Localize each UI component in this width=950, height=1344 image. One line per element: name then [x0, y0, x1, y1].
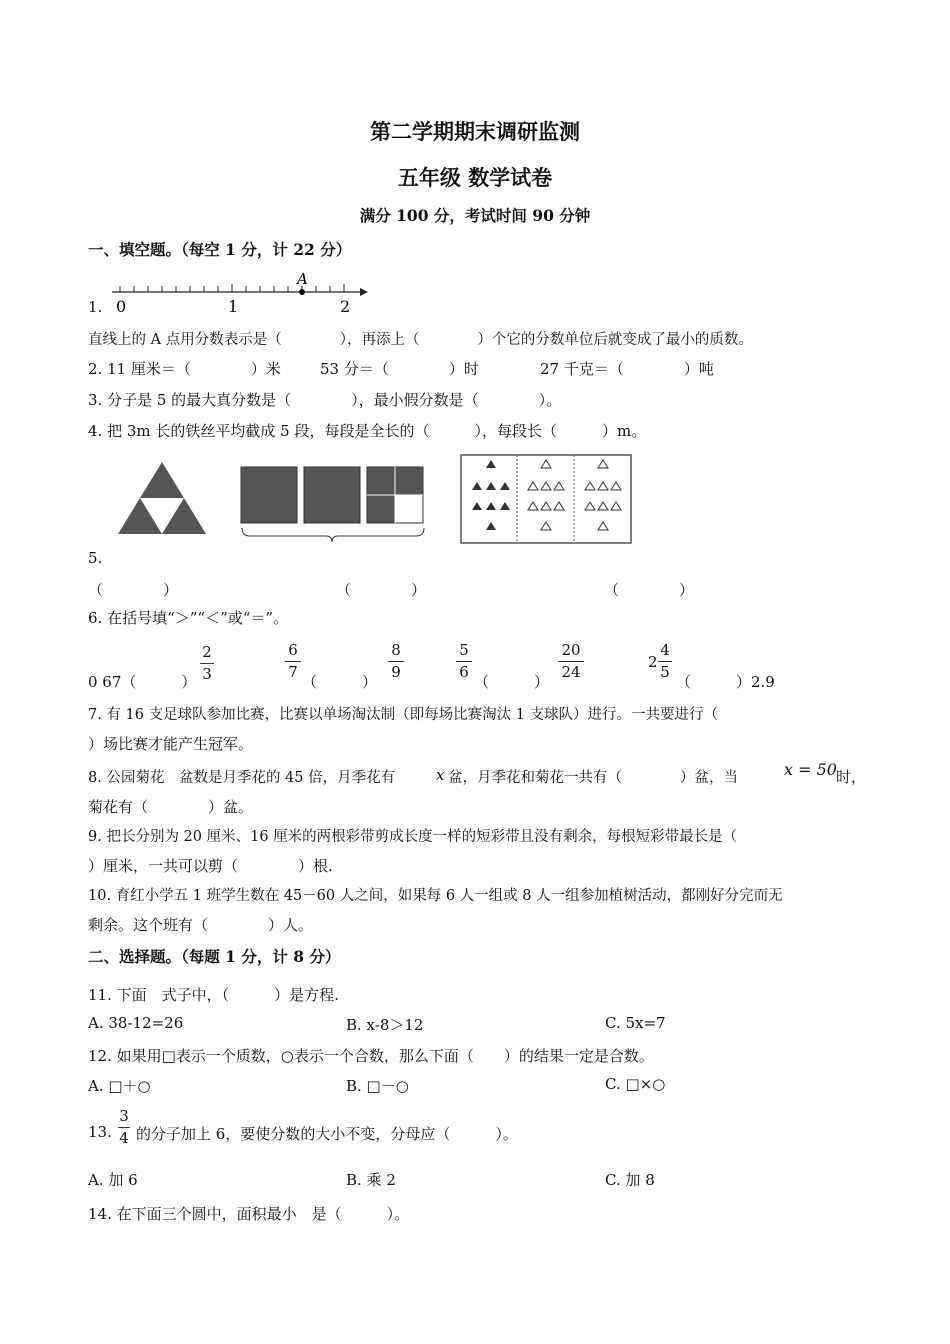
q11-option-c: C. 5x=7 [605, 1014, 666, 1032]
q13-option-b: B. 乘 2 [346, 1171, 396, 1189]
q11-option-b: B. x-8＞12 [346, 1016, 424, 1034]
point-a-label: A [297, 270, 308, 288]
q6-text: 6. 在括号填“＞”“＜”或“＝”。 [88, 609, 289, 627]
page-title: 第二学期期末调研监测 [370, 119, 580, 144]
q6-fraction-a: 2 3 [200, 644, 214, 683]
q4-text: 4. 把 3m 长的铁丝平均截成 5 段，每段是全长的（ ），每段长（ ）m。 [88, 422, 647, 440]
q2-part-b: 53 分＝（ ）时 [320, 360, 479, 378]
q2-part-a: 2. 11 厘米＝（ ）米 [88, 360, 281, 378]
point-a-dot [299, 289, 305, 295]
q11-option-a: A. 38-12=26 [88, 1014, 184, 1032]
q5-blank-2: （ ） [336, 581, 427, 599]
q5-blank-3: （ ） [604, 581, 695, 599]
q13-option-c: C. 加 8 [605, 1171, 655, 1189]
q8-line-1a: 8. 公园菊花 盆数是月季花的 45 倍，月季花有 [88, 770, 396, 786]
q14-text: 14. 在下面三个圆中，面积最小 是（ ）。 [88, 1205, 410, 1223]
q10-line-1: 10. 育红小学五 1 班学生数在 45－60 人之间，如果每 6 人一组或 8 人一组参加植树活动，都刚好分完而无 [88, 888, 783, 904]
q12-option-b: B. □－○ [346, 1077, 409, 1095]
section-1-heading: 一、填空题。（每空 1 分，计 22 分） [88, 240, 352, 259]
q9-line-1: 9. 把长分别为 20 厘米、16 厘米的两根彩带剪成长度一样的短彩带且没有剩余，每根短彩带最长是（ [88, 829, 738, 845]
q1-number: 1. [88, 298, 103, 316]
q6-blank-4: （ ）2.9 [676, 673, 775, 691]
section-2-heading: 二、选择题。（每题 1 分，计 8 分） [88, 947, 341, 966]
q12-option-c: C. □×○ [605, 1075, 666, 1093]
q7-line-2: ）场比赛才能产生冠军。 [88, 735, 254, 753]
q8-line-1b: 盆，月季花和菊花一共有（ ）盆，当 [448, 770, 738, 786]
q13-option-a: A. 加 6 [88, 1171, 138, 1189]
q9-line-2: ）厘米，一共可以剪（ ）根. [88, 857, 333, 875]
q6-fraction-c: 8 9 [388, 642, 404, 681]
q6-blank-2: （ ） [302, 673, 378, 691]
q12-text: 12. 如果用□表示一个质数，○表示一个合数，那么下面（ ）的结果一定是合数。 [88, 1047, 654, 1065]
q8-equation: x = 50 [784, 760, 837, 779]
q13-text: 的分子加上 6，要使分数的大小不变，分母应（ ）。 [136, 1125, 518, 1143]
q11-text: 11. 下面 式子中，（ ）是方程. [88, 986, 339, 1004]
q5-number: 5. [88, 549, 103, 567]
q8-line-2: 菊花有（ ）盆。 [88, 798, 254, 816]
figure-triangle [116, 460, 208, 536]
figure-squares [240, 466, 430, 546]
tick-label-0: 0 [116, 297, 127, 316]
q1-text: 直线上的 A 点用分数表示是（ ），再添上（ ）个它的分数单位后就变成了最小的质数。 [88, 332, 753, 348]
q6-fraction-b: 6 7 [285, 642, 301, 681]
tick-label-1: 1 [228, 297, 239, 316]
q13-number: 13. [88, 1123, 112, 1141]
q8-variable-x: x [436, 766, 445, 784]
q6-item-1-left: 0 67（ ） [88, 673, 197, 691]
q2-part-c: 27 千克＝（ ）吨 [540, 360, 714, 378]
figure-triangle-grid [460, 454, 634, 546]
q6-fraction-e: 20 24 [558, 642, 584, 681]
q6-fraction-f: 4 5 [658, 642, 672, 681]
q13-fraction: 3 4 [119, 1107, 129, 1147]
tick-label-2: 2 [340, 297, 351, 316]
q8-line-1c: 时， [836, 768, 867, 786]
page-subtitle: 五年级 数学试卷 [397, 165, 553, 190]
number-line [110, 268, 370, 318]
q12-option-a: A. □＋○ [88, 1077, 151, 1095]
q7-line-1: 7. 有 16 支足球队参加比赛，比赛以单场淘汰制（即每场比赛淘汰 1 支球队）进行。一共要进行（ [88, 707, 719, 723]
q3-text: 3. 分子是 5 的最大真分数是（ ），最小假分数是（ ）。 [88, 391, 562, 409]
q6-mixed-whole: 2 [648, 653, 658, 671]
q10-line-2: 剩余。这个班有（ ）人。 [88, 916, 314, 934]
q5-blank-1: （ ） [88, 581, 179, 599]
q6-fraction-d: 5 6 [456, 642, 472, 681]
exam-info: 满分 100 分，考试时间 90 分钟 [359, 206, 591, 225]
q6-blank-3: （ ） [474, 673, 550, 691]
